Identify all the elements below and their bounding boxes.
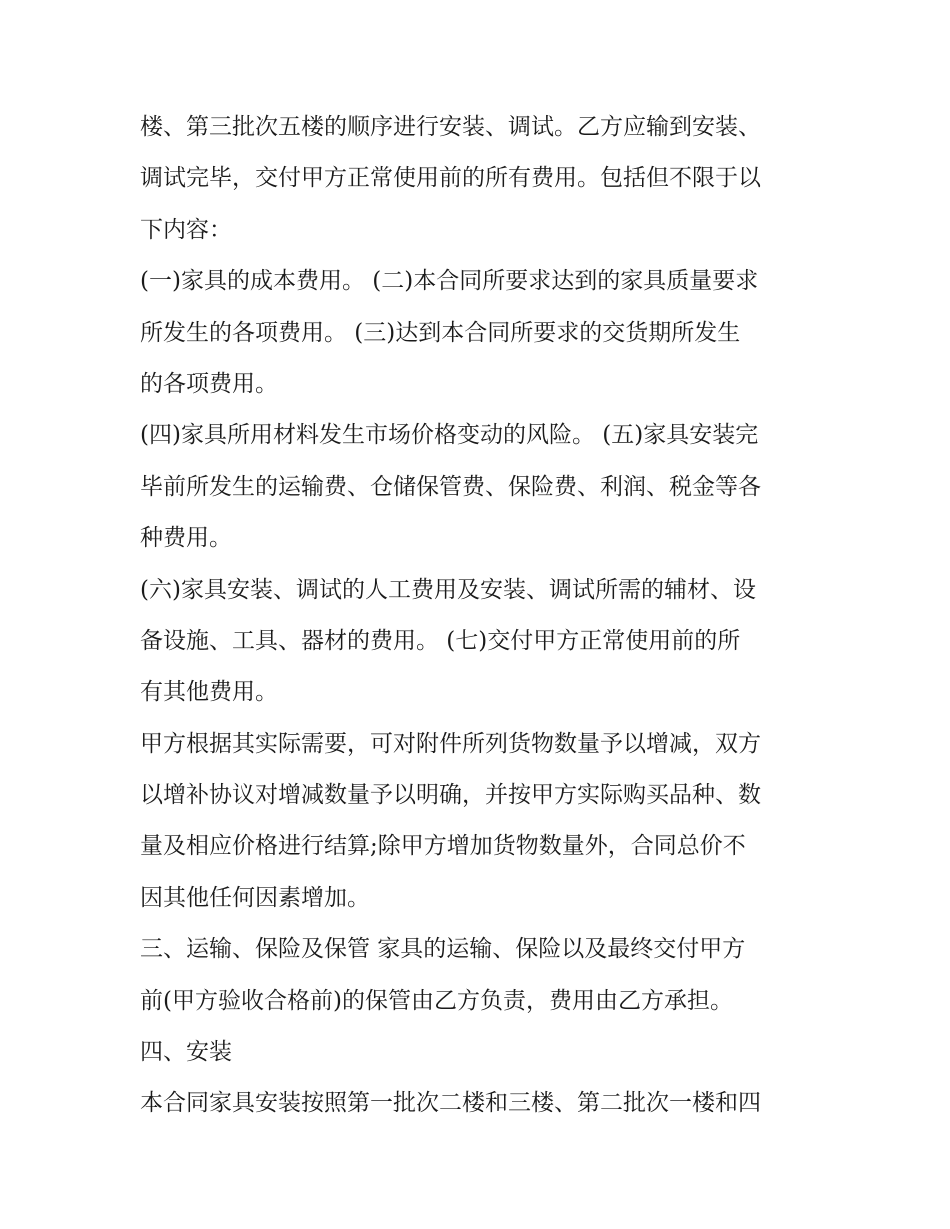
document-body	[140, 102, 820, 1130]
text-line: (一)家具的成本费用。 (二)本合同所要求达到的家具质量要求	[140, 268, 759, 295]
text-line: 种费用。	[140, 525, 232, 552]
text-line: (四)家具所用材料发生市场价格变动的风险。 (五)家具安装完	[140, 422, 759, 449]
section-heading-install: 四、安装	[140, 1039, 232, 1066]
text-line: 本合同家具安装按照第一批次二楼和三楼、第二批次一楼和四	[140, 1090, 761, 1117]
text-line: (六)家具安装、调试的人工费用及安装、调试所需的辅材、设	[140, 576, 756, 603]
section-heading-transport: 三、运输、保险及保管 家具的运输、保险以及最终交付甲方	[140, 936, 746, 963]
text-line: 有其他费用。	[140, 679, 278, 706]
text-line: 以增补协议对增减数量予以明确，并按甲方实际购买品种、数	[140, 782, 761, 809]
text-line: 所发生的各项费用。 (三)达到本合同所要求的交货期所发生	[140, 319, 741, 346]
text-line: 调试完毕，交付甲方正常使用前的所有费用。包括但不限于以	[140, 165, 761, 192]
text-line: 前(甲方验收合格前)的保管由乙方负责，费用由乙方承担。	[140, 987, 733, 1014]
text-line: 毕前所发生的运输费、仓储保管费、保险费、利润、税金等各	[140, 473, 761, 500]
text-line: 的各项费用。	[140, 370, 278, 397]
text-line: 量及相应价格进行结算;除甲方增加货物数量外，合同总价不	[140, 833, 746, 860]
text-line: 下内容：	[140, 216, 232, 243]
text-line: 备设施、工具、器材的费用。 (七)交付甲方正常使用前的所	[140, 627, 741, 654]
text-line: 楼、第三批次五楼的顺序进行安装、调试。乙方应输到安装、	[140, 114, 761, 140]
text-line: 因其他任何因素增加。	[140, 884, 370, 911]
text-line: 甲方根据其实际需要，可对附件所列货物数量予以增减，双方	[140, 730, 761, 757]
